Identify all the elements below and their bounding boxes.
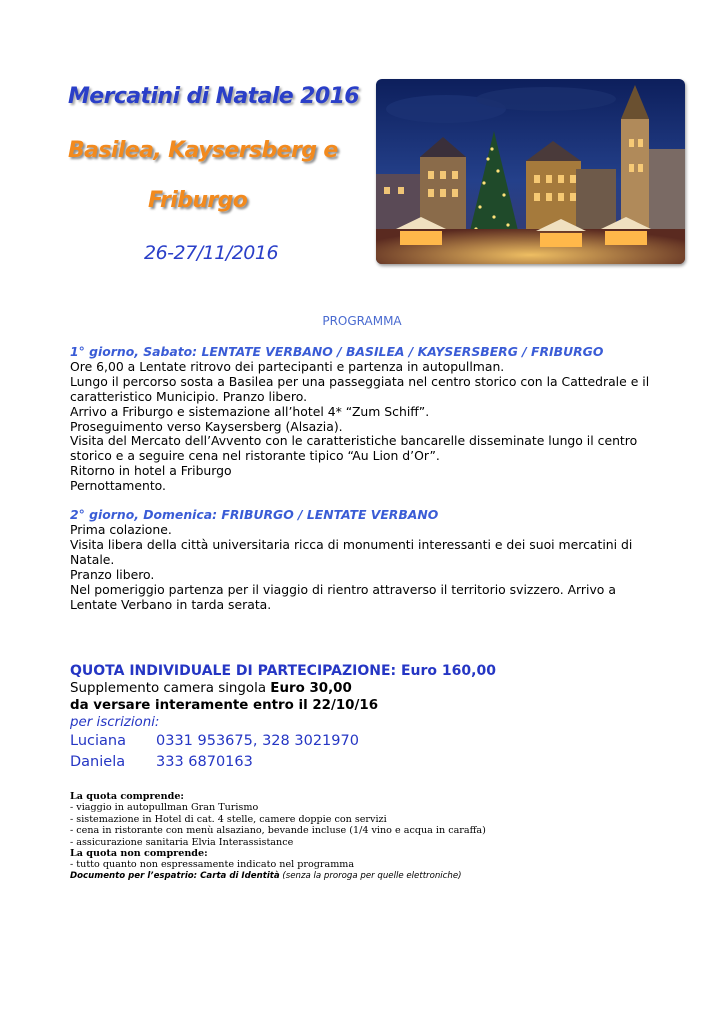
program-heading: PROGRAMMA bbox=[322, 314, 402, 328]
contact-phone: 333 6870163 bbox=[156, 754, 253, 770]
travel-document-note bbox=[70, 871, 670, 882]
day2-line: Prima colazione. bbox=[70, 521, 172, 537]
contact-phone: 0331 953675, 328 3021970 bbox=[156, 733, 359, 749]
price-heading: QUOTA INDIVIDUALE DI PARTECIPAZIONE: Euro 160,00 bbox=[70, 663, 496, 679]
contact-name: Daniela bbox=[70, 754, 126, 770]
single-room-label: Supplemento camera singola bbox=[70, 681, 271, 696]
day1-line: storico e a seguire cena nel ristorante tipico “Au Lion d’Or”. bbox=[70, 448, 440, 464]
single-room-supplement bbox=[70, 680, 670, 697]
enroll-label: per iscrizioni: bbox=[70, 715, 160, 730]
day1-line: Visita del Mercato dell’Avvento con le caratteristiche bancarelle disseminate lungo il centro bbox=[70, 433, 638, 449]
day1-line: Ritorno in hotel a Friburgo bbox=[70, 463, 232, 479]
day2-line: Nel pomeriggio partenza per il viaggio di rientro attraverso il territorio svizzero. Arrivo a bbox=[70, 581, 616, 597]
destinations-line-1: Basilea, Kaysersberg e bbox=[68, 138, 338, 163]
includes-heading: La quota comprende: bbox=[70, 791, 184, 802]
program-body bbox=[70, 345, 670, 612]
contact-row bbox=[70, 752, 670, 773]
includes-item: - viaggio in autopullman Gran Turismo bbox=[70, 802, 259, 814]
price-section bbox=[70, 662, 670, 773]
day1-line: Ore 6,00 a Lentate ritrovo dei partecipanti e partenza in autopullman. bbox=[70, 358, 505, 374]
includes-item: - cena in ristorante con menù alsaziano, bevande incluse (1/4 vino e acqua in caraffa) bbox=[70, 825, 486, 837]
excludes-heading: La quota non comprende: bbox=[70, 848, 208, 860]
includes-item: - assicurazione sanitaria Elvia Interassistance bbox=[70, 836, 294, 848]
day1-line: Pernottamento. bbox=[70, 478, 166, 494]
destinations-line-2: Friburgo bbox=[148, 188, 248, 213]
day1-line: Arrivo a Friburgo e sistemazione all’hotel 4* “Zum Schiff”. bbox=[70, 403, 430, 419]
day1-line: Lungo il percorso sosta a Basilea per una passeggiata nel centro storico con la Cattedrale e il bbox=[70, 373, 650, 389]
flyer-title: Mercatini di Natale 2016 bbox=[68, 84, 359, 109]
day1-heading: 1° giorno, Sabato: LENTATE VERBANO / BASILEA / KAYSERSBERG / FRIBURGO bbox=[70, 344, 604, 359]
christmas-market-photo bbox=[376, 79, 685, 264]
single-room-amount: Euro 30,00 bbox=[270, 681, 352, 696]
document-note: (senza la proroga per quelle elettroniche) bbox=[279, 870, 462, 881]
payment-deadline: da versare interamente entro il 22/10/16 bbox=[70, 698, 379, 713]
contact-name: Luciana bbox=[70, 733, 126, 749]
day2-line: Natale. bbox=[70, 551, 115, 567]
day2-line: Pranzo libero. bbox=[70, 566, 155, 582]
day1-line: caratteristico Municipio. Pranzo libero. bbox=[70, 388, 308, 404]
contact-row bbox=[70, 731, 670, 752]
trip-dates: 26-27/11/2016 bbox=[144, 242, 279, 264]
day2-line: Lentate Verbano in tarda serata. bbox=[70, 596, 272, 612]
day2-line: Visita libera della città universitaria ricca di monumenti interessanti e dei suoi mercatini di bbox=[70, 536, 633, 552]
excludes-item: - tutto quanto non espressamente indicato nel programma bbox=[70, 859, 355, 871]
fine-print bbox=[70, 791, 670, 882]
includes-item: - sistemazione in Hotel di cat. 4 stelle, camere doppie con servizi bbox=[70, 813, 387, 825]
day1-line: Proseguimento verso Kaysersberg (Alsazia). bbox=[70, 418, 343, 434]
day2-heading: 2° giorno, Domenica: FRIBURGO / LENTATE VERBANO bbox=[70, 507, 439, 523]
document-label: Documento per l’espatrio: Carta di Identità bbox=[70, 870, 280, 881]
